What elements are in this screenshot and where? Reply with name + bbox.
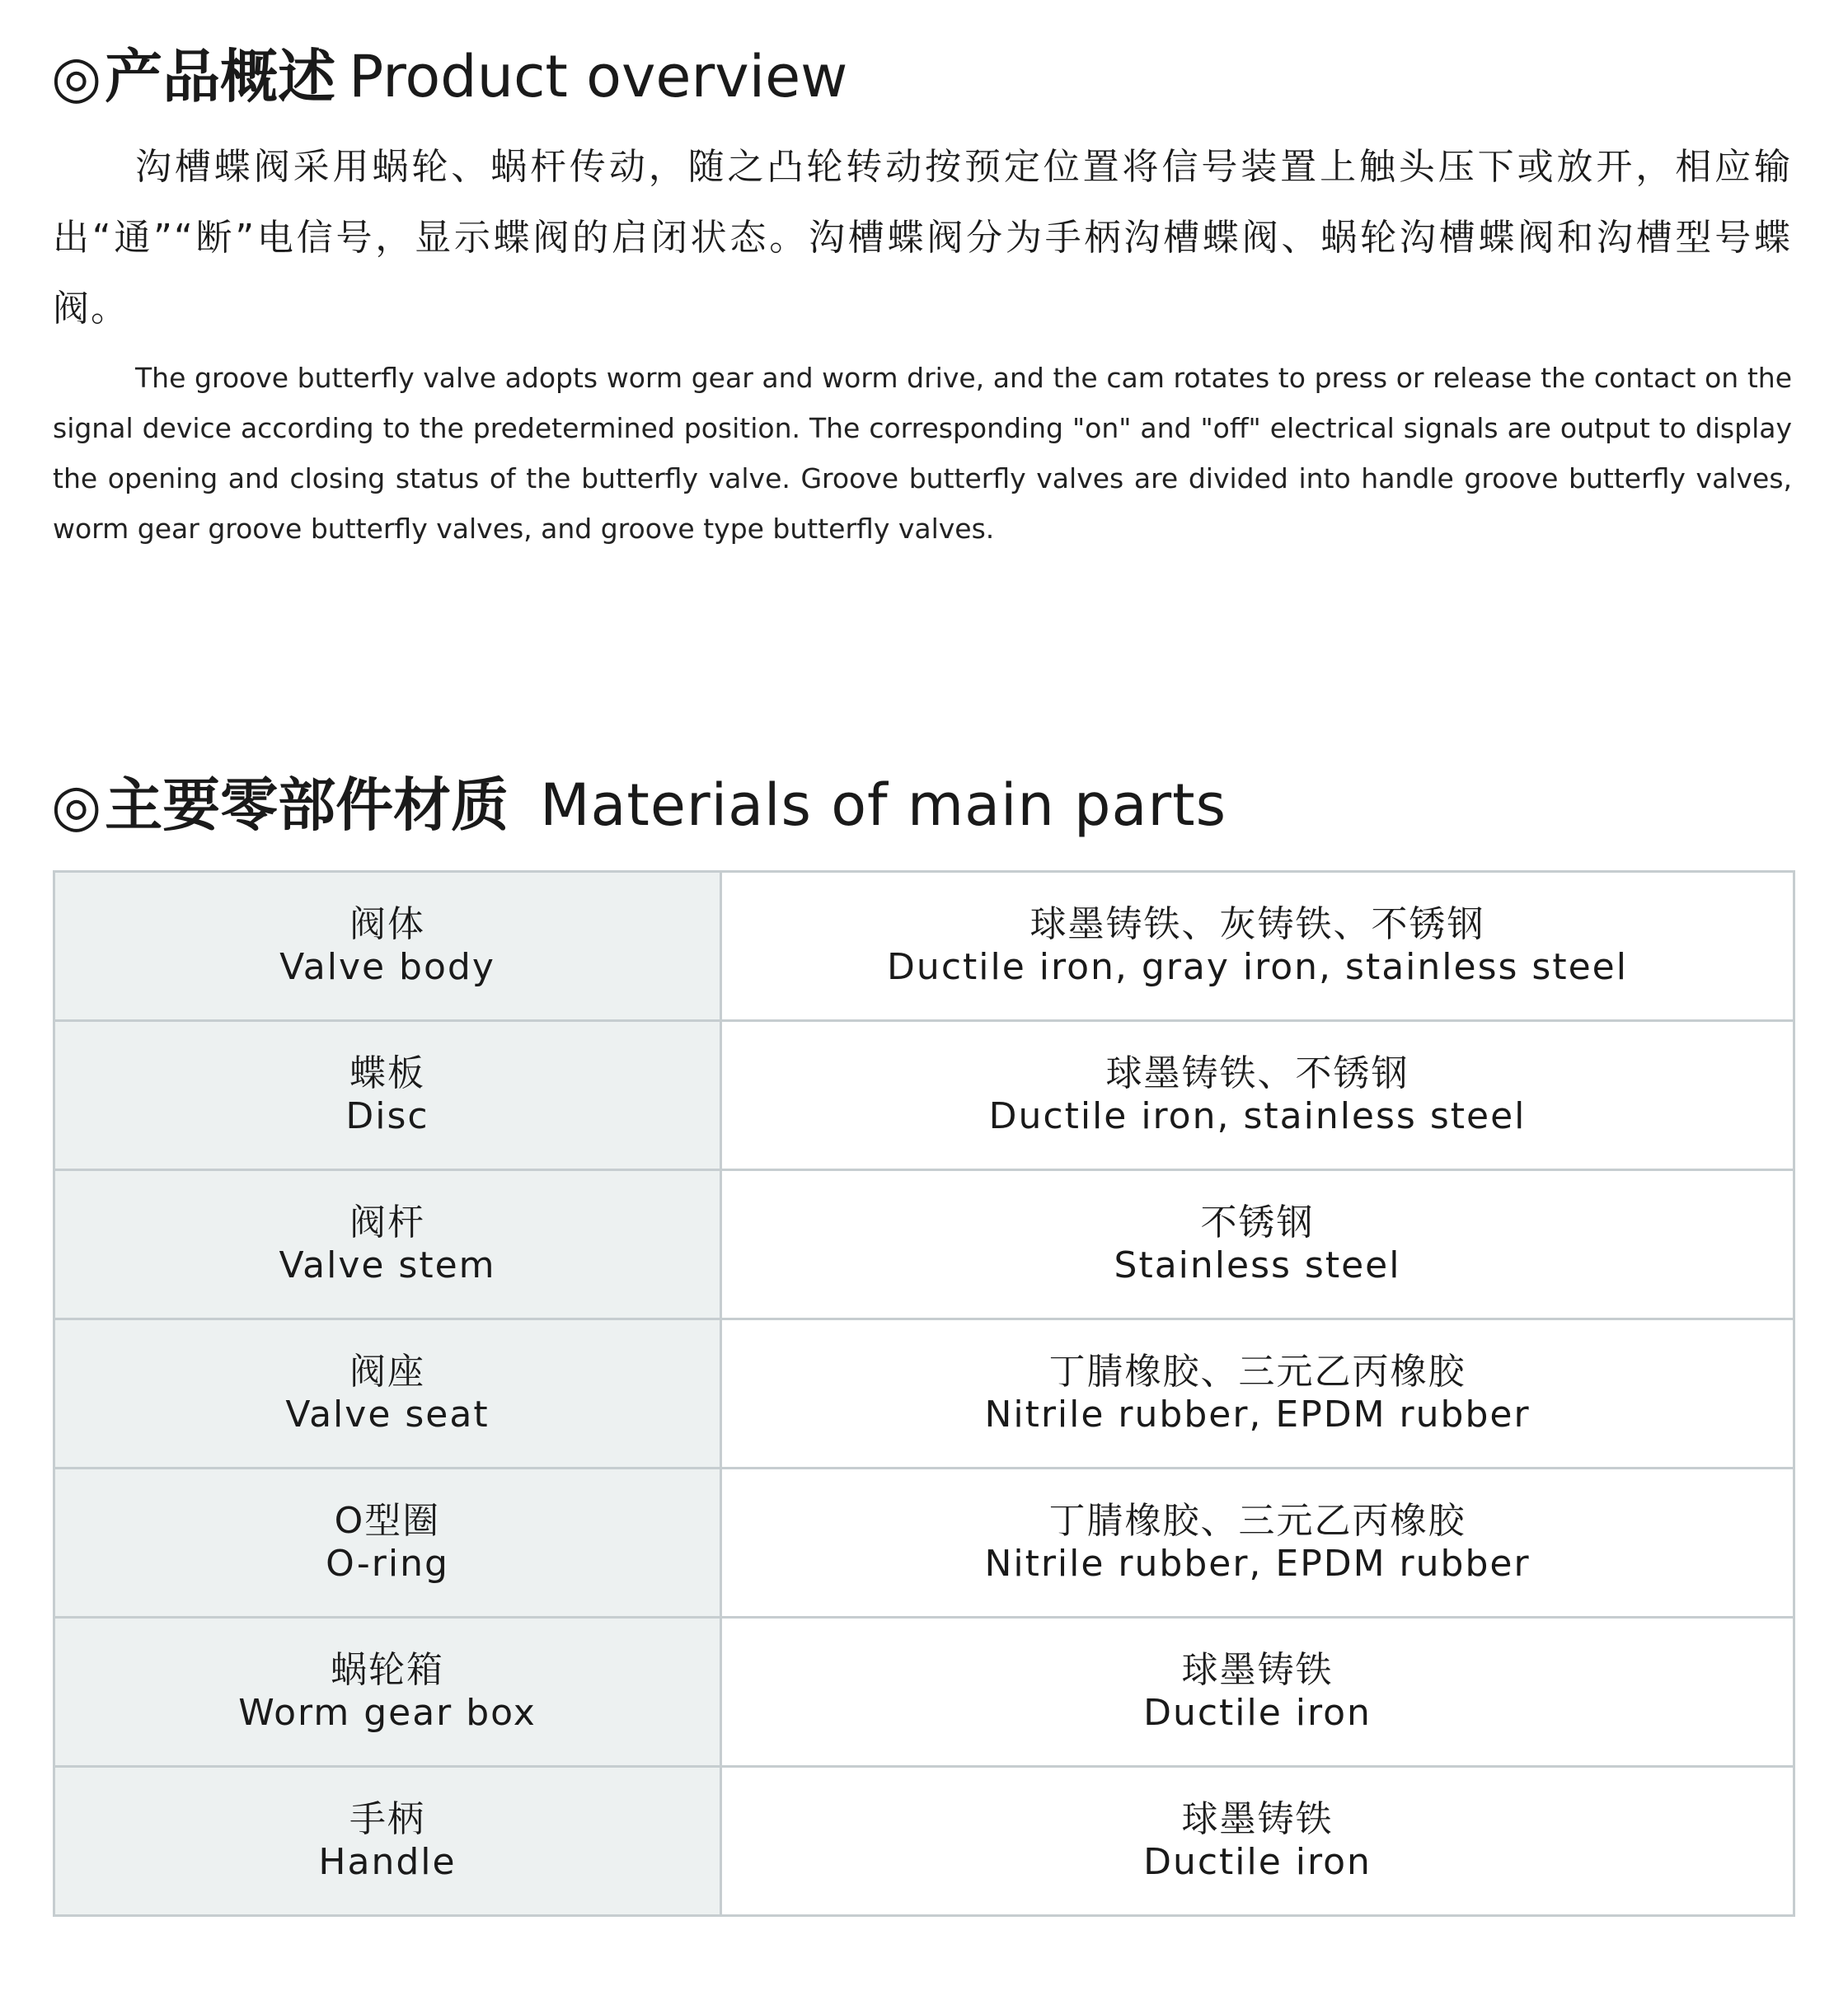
part-name-en: Valve stem xyxy=(279,1244,496,1286)
part-cell xyxy=(54,1319,721,1469)
material-cn: 丁腈橡胶、三元乙丙橡胶 xyxy=(1048,1351,1466,1393)
material-cell xyxy=(721,872,1794,1021)
material-cell xyxy=(721,1767,1794,1916)
material-en: Nitrile rubber, EPDM rubber xyxy=(984,1543,1531,1585)
part-name-en: O-ring xyxy=(326,1543,449,1585)
double-circle-icon: ◎ xyxy=(51,43,102,110)
part-name-en: Valve body xyxy=(279,946,495,988)
material-cell xyxy=(721,1319,1794,1469)
heading-title-en: Materials of main parts xyxy=(540,771,1227,839)
material-cn: 不锈钢 xyxy=(1200,1202,1315,1244)
material-en: Ductile iron, gray iron, stainless steel xyxy=(887,946,1628,988)
material-cn: 丁腈橡胶、三元乙丙橡胶 xyxy=(1048,1500,1466,1542)
part-name-cn: 蜗轮箱 xyxy=(331,1649,444,1691)
material-cn: 球墨铸铁 xyxy=(1181,1649,1334,1691)
part-cell xyxy=(54,1021,721,1170)
part-name-cn: 阀杆 xyxy=(349,1202,425,1244)
materials-table xyxy=(53,870,1795,1917)
part-cell xyxy=(54,1170,721,1319)
table-row xyxy=(54,1469,1794,1618)
material-cn: 球墨铸铁 xyxy=(1181,1798,1334,1840)
part-name-cn: 手柄 xyxy=(349,1798,425,1840)
material-cn: 球墨铸铁、不锈钢 xyxy=(1105,1052,1409,1094)
part-name-en: Worm gear box xyxy=(238,1692,537,1734)
table-row xyxy=(54,1170,1794,1319)
table-row xyxy=(54,1767,1794,1916)
part-cell xyxy=(54,1469,721,1618)
part-name-en: Handle xyxy=(318,1841,457,1883)
part-name-cn: 阀座 xyxy=(349,1351,425,1393)
table-row xyxy=(54,1319,1794,1469)
table-row xyxy=(54,1021,1794,1170)
table-row xyxy=(54,872,1794,1021)
material-en: Ductile iron xyxy=(1143,1692,1372,1734)
material-cn: 球墨铸铁、灰铸铁、不锈钢 xyxy=(1030,903,1485,945)
material-en: Stainless steel xyxy=(1114,1244,1401,1286)
part-name-cn: 阀体 xyxy=(349,903,425,945)
part-cell xyxy=(54,872,721,1021)
part-name-en: Valve seat xyxy=(285,1394,490,1436)
part-name-cn: O型圈 xyxy=(334,1500,441,1542)
part-cell xyxy=(54,1767,721,1916)
part-name-cn: 蝶板 xyxy=(349,1052,425,1094)
material-en: Ductile iron, stainless steel xyxy=(988,1095,1527,1137)
part-cell xyxy=(54,1618,721,1767)
heading-title-cn: 产品概述 xyxy=(105,43,336,110)
heading-title-cn: 主要零部件材质 xyxy=(105,771,509,839)
overview-paragraph-cn: 沟槽蝶阀采用蜗轮、蜗杆传动，随之凸轮转动按预定位置将信号装置上触头压下或放开，相应输出“通”“断”电信号，显示蝶阀的启闭状态。沟槽蝶阀分为手柄沟槽蝶阀、蜗轮沟槽蝶阀和沟槽型号蝶阀。 xyxy=(53,146,1792,330)
heading-title-en: Product overview xyxy=(349,43,848,110)
material-en: Ductile iron xyxy=(1143,1841,1372,1883)
material-cell xyxy=(721,1469,1794,1618)
material-cell xyxy=(721,1618,1794,1767)
material-cell xyxy=(721,1170,1794,1319)
double-circle-icon: ◎ xyxy=(51,771,102,839)
material-en: Nitrile rubber, EPDM rubber xyxy=(984,1394,1531,1436)
overview-paragraph-en: The groove butterfly valve adopts worm gear and worm drive, and the cam rotates to press or release the contact on the signal device according to the predetermined position. The corresponding "on" and "off" electrical signals are output to display the opening and closing status of the butterfly valve. Groove butterfly valves are divided into handle groove butterfly valves, worm gear groove butterfly valves, and groove type butterfly valves. xyxy=(53,362,1792,545)
part-name-en: Disc xyxy=(345,1095,429,1137)
table-row xyxy=(54,1618,1794,1767)
material-cell xyxy=(721,1021,1794,1170)
product-overview-heading xyxy=(51,43,848,110)
materials-heading xyxy=(51,771,1227,839)
